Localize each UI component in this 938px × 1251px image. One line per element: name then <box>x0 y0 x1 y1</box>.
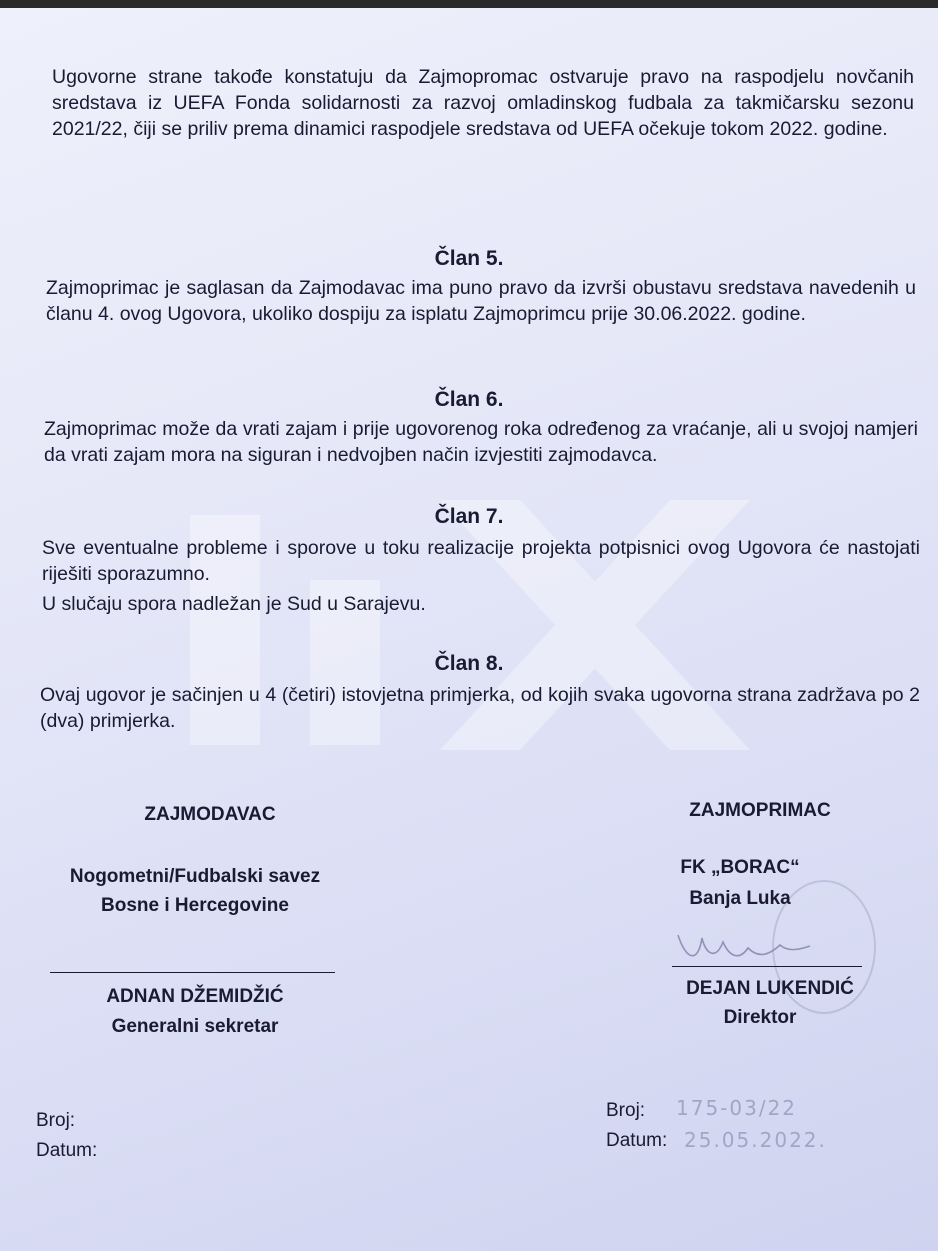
article-5-title: Član 5. <box>434 247 504 270</box>
borrower-broj-value: 175-03/22 <box>676 1096 798 1120</box>
article-7-title: Član 7. <box>434 505 504 528</box>
borrower-org-line2: Banja Luka <box>689 888 791 909</box>
article-6-title: Član 6. <box>434 388 504 411</box>
lender-org-line1: Nogometni/Fudbalski savez <box>69 866 321 887</box>
lender-org-line2: Bosne i Hercegovine <box>101 895 289 916</box>
article-7-text: Sve eventualne probleme i sporove u toku realizacije projekta potpisnici ovog Ugovora će nastojati riješiti sporazumno. <box>42 537 920 585</box>
lender-signatory: ADNAN DŽEMIDŽIĆ <box>106 986 284 1007</box>
borrower-role: ZAJMOPRIMAC <box>689 800 831 821</box>
article-5-text: Zajmoprimac je saglasan da Zajmodavac ima puno pravo da izvrši obustavu sredstava navedenih u članu 4. ovog Ugovora, ukoliko dospiju za isplatu Zajmoprimcu prije 30.06.2022. godine. <box>46 277 916 325</box>
photo-edge <box>0 0 938 8</box>
lender-broj-label: Broj: <box>36 1110 76 1131</box>
borrower-datum-value: 25.05.2022. <box>684 1128 827 1152</box>
article-8-text: Ovaj ugovor je sačinjen u 4 (četiri) istovjetna primjerka, od kojih svaka ugovorna strana zadržava po 2 (dva) primjerka. <box>40 684 920 732</box>
borrower-position: Direktor <box>723 1007 797 1028</box>
lender-role: ZAJMODAVAC <box>144 804 276 825</box>
borrower-broj-label: Broj: <box>606 1100 646 1121</box>
borrower-signature-line <box>672 966 862 967</box>
intro-paragraph: Ugovorne strane takođe konstatuju da Zajmopromac ostvaruje pravo na raspodjelu novčanih sredstava iz UEFA Fonda solidarnosti za razvoj omladinskog fudbala za takmičarsku sezonu 2021/22, čiji se priliv prema dinamici raspodjele sredstava od UEFA očekuje tokom 2022. godine. <box>52 66 914 140</box>
lender-signature-line <box>50 972 335 973</box>
article-6-text: Zajmoprimac može da vrati zajam i prije ugovorenog roka određenog za vraćanje, ali u svojoj namjeri da vrati zajam mora na siguran i nedvojben način izvjestiti zajmodavca. <box>44 418 918 466</box>
lender-position: Generalni sekretar <box>111 1016 279 1037</box>
borrower-signature <box>668 920 818 970</box>
article-7-text-2: U slučaju spora nadležan je Sud u Sarajevu. <box>42 593 426 615</box>
borrower-org-line1: FK „BORAC“ <box>680 857 800 878</box>
borrower-datum-label: Datum: <box>606 1130 668 1151</box>
article-8-title: Član 8. <box>434 652 504 675</box>
lender-datum-label: Datum: <box>36 1140 98 1161</box>
borrower-signatory: DEJAN LUKENDIĆ <box>686 978 854 999</box>
